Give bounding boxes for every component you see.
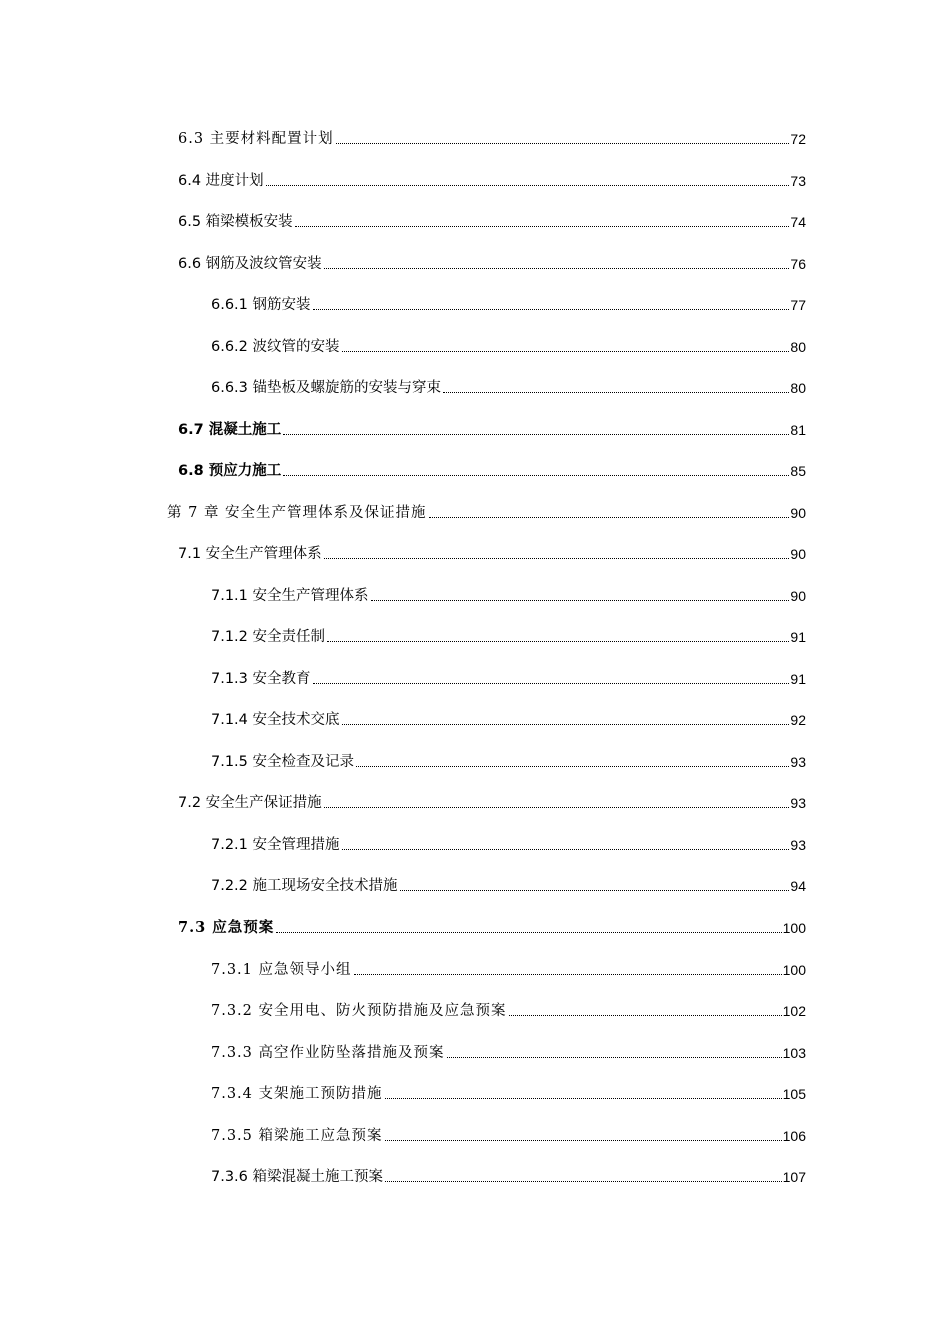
toc-entry-page: 85 xyxy=(790,463,806,479)
dot-leader xyxy=(447,1057,782,1058)
dot-leader xyxy=(429,517,790,518)
toc-entry-6-6-3[interactable] xyxy=(211,373,806,397)
toc-entry-page: 92 xyxy=(790,712,806,728)
dot-leader xyxy=(342,724,790,725)
toc-entry-page: 106 xyxy=(782,1128,806,1144)
toc-entry-page: 91 xyxy=(790,671,806,687)
toc-entry-page: 103 xyxy=(782,1045,806,1061)
toc-entry-label: 7.2.2 施工现场安全技术措施 xyxy=(211,878,398,894)
toc-entry-page: 100 xyxy=(782,962,806,978)
toc-entry-page: 72 xyxy=(790,131,806,147)
toc-entry-label: 7.3 应急预案 xyxy=(178,919,275,936)
dot-leader xyxy=(354,974,782,975)
toc-entry-page: 80 xyxy=(790,339,806,355)
toc-entry-label: 7.3.6 箱梁混凝土施工预案 xyxy=(211,1169,384,1185)
toc-entry-label: 6.6.1 钢筋安装 xyxy=(211,297,311,313)
toc-entry-7-3-2[interactable] xyxy=(211,996,806,1020)
toc-entry-label: 6.3 主要材料配置计划 xyxy=(178,131,334,147)
dot-leader xyxy=(385,1140,782,1141)
toc-entry-page: 80 xyxy=(790,380,806,396)
toc-entry-7-1-2[interactable] xyxy=(211,622,806,646)
toc-entry-7-3-4[interactable] xyxy=(211,1079,806,1103)
toc-entry-7-1-4[interactable] xyxy=(211,705,806,729)
toc-entry-7-1-1[interactable] xyxy=(211,581,806,605)
dot-leader xyxy=(313,683,790,684)
toc-entry-6-3[interactable] xyxy=(178,124,806,148)
toc-entry-6-4[interactable] xyxy=(178,166,806,190)
toc-entry-label: 6.7 混凝土施工 xyxy=(178,422,282,438)
toc-entry-label: 7.3.3 高空作业防坠落措施及预案 xyxy=(211,1045,445,1061)
dot-leader xyxy=(295,226,790,227)
dot-leader xyxy=(313,309,790,310)
dot-leader xyxy=(276,932,781,933)
toc-entry-label: 6.4 进度计划 xyxy=(178,173,264,189)
toc-entry-label: 7.1.5 安全检查及记录 xyxy=(211,754,355,770)
toc-entry-label: 7.1.3 安全教育 xyxy=(211,671,311,687)
toc-entry-page: 94 xyxy=(790,878,806,894)
toc-entry-label: 第 7 章 安全生产管理体系及保证措施 xyxy=(167,505,427,521)
dot-leader xyxy=(342,351,790,352)
toc-entry-6-5[interactable] xyxy=(178,207,806,231)
toc-entry-label: 7.3.2 安全用电、防火预防措施及应急预案 xyxy=(211,1003,507,1019)
toc-entry-6-8[interactable] xyxy=(178,456,806,480)
toc-entry-label: 7.2.1 安全管理措施 xyxy=(211,837,340,853)
toc-entry-7-1[interactable] xyxy=(178,539,806,563)
toc-entry-label: 6.6.2 波纹管的安装 xyxy=(211,339,340,355)
toc-entry-7-2[interactable] xyxy=(178,788,806,812)
toc-entry-6-7[interactable] xyxy=(178,415,806,439)
dot-leader xyxy=(342,849,790,850)
toc-entry-page: 90 xyxy=(790,588,806,604)
dot-leader xyxy=(371,600,790,601)
dot-leader xyxy=(356,766,789,767)
toc-entry-page: 102 xyxy=(782,1003,806,1019)
toc-entry-label: 6.6.3 锚垫板及螺旋筋的安装与穿束 xyxy=(211,380,442,396)
dot-leader xyxy=(324,268,790,269)
toc-entry-label: 7.1.2 安全责任制 xyxy=(211,629,326,645)
dot-leader xyxy=(324,558,790,559)
dot-leader xyxy=(283,434,789,435)
toc-entry-6-6[interactable] xyxy=(178,249,806,273)
dot-leader xyxy=(336,143,790,144)
toc-entry-label: 7.3.1 应急领导小组 xyxy=(211,962,352,978)
toc-entry-6-6-2[interactable] xyxy=(211,332,806,356)
toc-entry-label: 7.3.4 支架施工预防措施 xyxy=(211,1086,383,1102)
dot-leader xyxy=(385,1098,782,1099)
toc-entry-label: 7.2 安全生产保证措施 xyxy=(178,795,322,811)
toc-entry-6-6-1[interactable] xyxy=(211,290,806,314)
toc-entry-label: 6.5 箱梁模板安装 xyxy=(178,214,293,230)
dot-leader xyxy=(443,392,789,393)
toc-entry-label: 7.1.1 安全生产管理体系 xyxy=(211,588,369,604)
toc-entry-7-2-2[interactable] xyxy=(211,871,806,895)
toc-entry-page: 73 xyxy=(790,173,806,189)
toc-entry-page: 93 xyxy=(790,795,806,811)
dot-leader xyxy=(327,641,789,642)
toc-entry-label: 7.3.5 箱梁施工应急预案 xyxy=(211,1128,383,1144)
toc-entry-7-3-6[interactable] xyxy=(211,1162,806,1186)
toc-entry-7-3-1[interactable] xyxy=(211,955,806,979)
toc-entry-page: 81 xyxy=(790,422,806,438)
toc-entry-chapter-7[interactable] xyxy=(167,498,806,522)
toc-entry-label: 7.1.4 安全技术交底 xyxy=(211,712,340,728)
toc-entry-7-2-1[interactable] xyxy=(211,830,806,854)
toc-entry-page: 93 xyxy=(790,754,806,770)
toc-entry-label: 6.8 预应力施工 xyxy=(178,463,282,479)
toc-entry-page: 90 xyxy=(790,546,806,562)
dot-leader xyxy=(385,1181,782,1182)
toc-entry-page: 100 xyxy=(782,920,806,936)
toc-entry-page: 76 xyxy=(790,256,806,272)
toc-entry-page: 93 xyxy=(790,837,806,853)
toc-entry-label: 6.6 钢筋及波纹管安装 xyxy=(178,256,322,272)
toc-entry-page: 77 xyxy=(790,297,806,313)
toc-entry-page: 105 xyxy=(782,1086,806,1102)
dot-leader xyxy=(324,807,790,808)
toc-entry-page: 74 xyxy=(790,214,806,230)
dot-leader xyxy=(509,1015,782,1016)
toc-entry-7-3[interactable] xyxy=(178,913,806,937)
toc-entry-7-3-5[interactable] xyxy=(211,1121,806,1145)
toc-entry-7-3-3[interactable] xyxy=(211,1038,806,1062)
toc-entry-label: 7.1 安全生产管理体系 xyxy=(178,546,322,562)
toc-entry-7-1-3[interactable] xyxy=(211,664,806,688)
toc-entry-page: 90 xyxy=(790,505,806,521)
toc-entry-page: 91 xyxy=(790,629,806,645)
dot-leader xyxy=(400,890,790,891)
dot-leader xyxy=(266,185,790,186)
toc-entry-page: 107 xyxy=(782,1169,806,1185)
dot-leader xyxy=(283,475,789,476)
toc-entry-7-1-5[interactable] xyxy=(211,747,806,771)
